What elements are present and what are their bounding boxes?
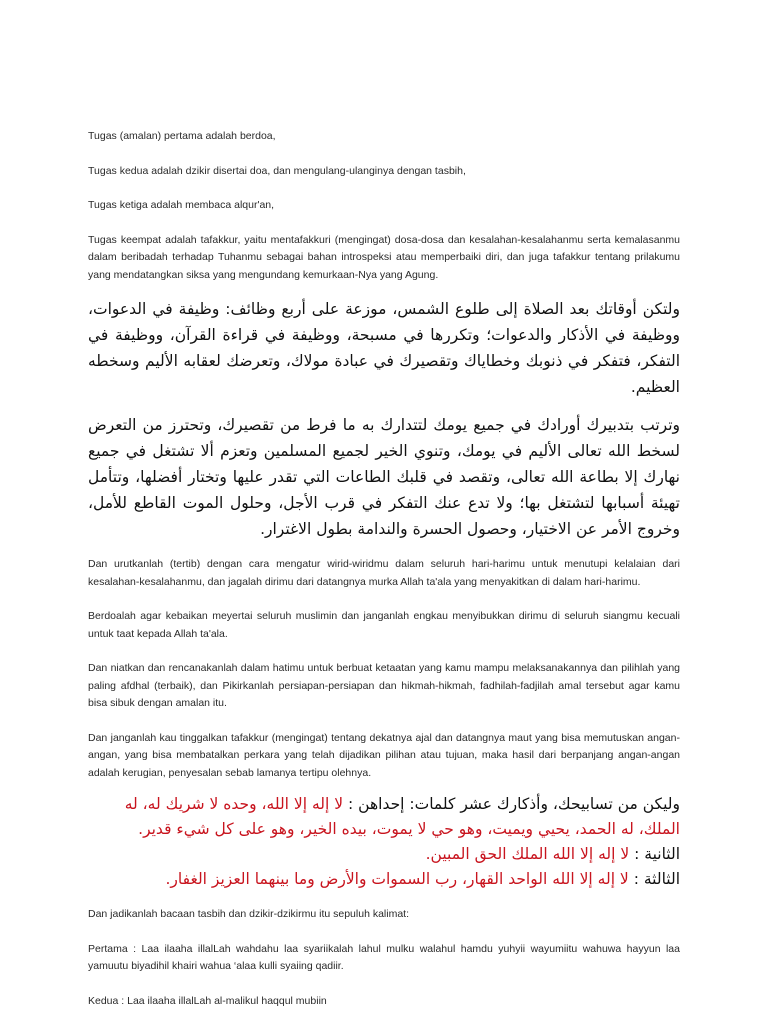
paragraph-task-two: Tugas kedua adalah dzikir disertai doa, dan mengulang-ulanginya dengan tasbih,: [88, 164, 466, 177]
arabic-paragraph-awrad: وترتب بتدبيرك أورادك في جميع يومك لتتدارك به ما فرط من تقصيرك، وتحترز من التعرض لسخط الله تعالى الأليم في يومك، وتنوي الخير لجميع المسلمين وتعزم ألا تشتغل في جميع نهارك إلا بطاعة الله تعالى، وتقصد في قلبك الطاعات التي تقدر عليها وتختار أفضلها، وتتأمل تهيئة أسبابها لتشتغل بها؛ ولا تدع عنك التفكر في قرب الأجل، وحلول الموت القاطع للأمل، وخروج الأمر عن الاختيار، وحصول الحسرة والندامة بطول الاغترار.: [88, 416, 680, 538]
arabic-dhikr-third-intro: الثالثة :: [628, 870, 680, 888]
paragraph-pertama: Pertama : Laa ilaaha illalLah wahdahu laa syariikalah lahul mulku walahul hamdu yuhyii wayumiitu wahuwa hayyun laa yamuutu biyadihil khairi wahua ‘alaa kulli syaiing qadiir.: [88, 942, 680, 972]
arabic-paragraph-wazaif: ولتكن أوقاتك بعد الصلاة إلى طلوع الشمس، موزعة على أربع وظائف: وظيفة في الدعوات، ووظيفة في الأذكار والدعوات؛ وتكررها في مسبحة، ووظيفة في قراءة القرآن، ووظيفة في التفكر، فتفكر في ذنوبك وخطاياك وتقصيرك في عبادة مولاك، وتعرضك لعقابه الأليم وسخطه العظيم.: [88, 300, 680, 396]
paragraph-niatkan: Dan niatkan dan rencanakanlah dalam hatimu untuk berbuat ketaatan yang kamu mampu melaksanakannya dan pilihlah yang paling afdhal (terbaik), dan Pikirkanlah persiapan-persiapan dan hikmah-hikmah, fadhilah-fadjilah amal tersebut agar kamu bisa sibuk dengan amalan itu.: [88, 662, 680, 709]
arabic-dhikr-third-text: لا إله إلا الله الواحد القهار، رب السموات والأرض وما بينهما العزيز الغفار.: [165, 870, 629, 888]
paragraph-urutkan: Dan urutkanlah (tertib) dengan cara mengatur wirid-wiridmu dalam seluruh hari-harimu untuk menutupi kelalaian dari kesalahan-kesalahanmu, dan jagalah dirimu dari datangnya murka Allah ta'ala yang menyakitkan di dalam hari-harimu.: [88, 558, 680, 588]
paragraph-task-one: Tugas (amalan) pertama adalah berdoa,: [88, 130, 276, 142]
arabic-dhikr-first-intro: وليكن من تسابيحك، وأذكارك عشر كلمات: إحداهن :: [343, 795, 680, 813]
arabic-dhikr-second: [88, 842, 680, 867]
paragraph-berdoa: Berdoalah agar kebaikan meyertai seluruh muslimin dan janganlah engkau menyibukkan dirimu di seluruh siangmu kecuali untuk taat kepada Allah ta'ala.: [88, 610, 680, 640]
paragraph-task-three: Tugas ketiga adalah membaca alqur'an,: [88, 199, 275, 211]
paragraph-kedua: Kedua : Laa ilaaha illalLah al-malikul haqqul mubiin: [88, 994, 327, 1007]
arabic-dhikr-first: [88, 792, 680, 842]
arabic-dhikr-first-text: لا إله إلا الله، وحده لا شريك له، له الملك، له الحمد، يحيي ويميت، وهو حي لا يموت، بيده الخير، وهو على كل شيء قدير.: [124, 795, 680, 838]
paragraph-sepuluh-kalimat: Dan jadikanlah bacaan tasbih dan dzikir-dzikirmu itu sepuluh kalimat:: [88, 908, 410, 920]
arabic-dhikr-second-text: لا إله إلا الله الملك الحق المبين.: [425, 845, 630, 863]
paragraph-task-four: Tugas keempat adalah tafakkur, yaitu mentafakkuri (mengingat) dosa-dosa dan kesalahan-kesalahanmu serta kemalasanmu dalam beribadah terhadap Tuhanmu sebagai bahan introspeksi atau memperbaiki diri, dan juga tafakkur tentang prilakumu yang mendatangkan siksa yang mengundang kemurkaan-Nya yang Agung.: [88, 233, 680, 281]
paragraph-tafakkur-ajal: Dan janganlah kau tinggalkan tafakkur (mengingat) tentang dekatnya ajal dan datangnya maut yang bisa memutuskan angan-angan, yang bisa membatalkan perkara yang telah dijadikan pilihan atau tujuan, maka hasil dari berpanjang angan-angan adalah kerugian, penyesalan sebab lamanya tertipu olehnya.: [88, 731, 680, 779]
arabic-dhikr-third: [88, 867, 680, 892]
arabic-dhikr-second-intro: الثانية :: [629, 845, 680, 863]
